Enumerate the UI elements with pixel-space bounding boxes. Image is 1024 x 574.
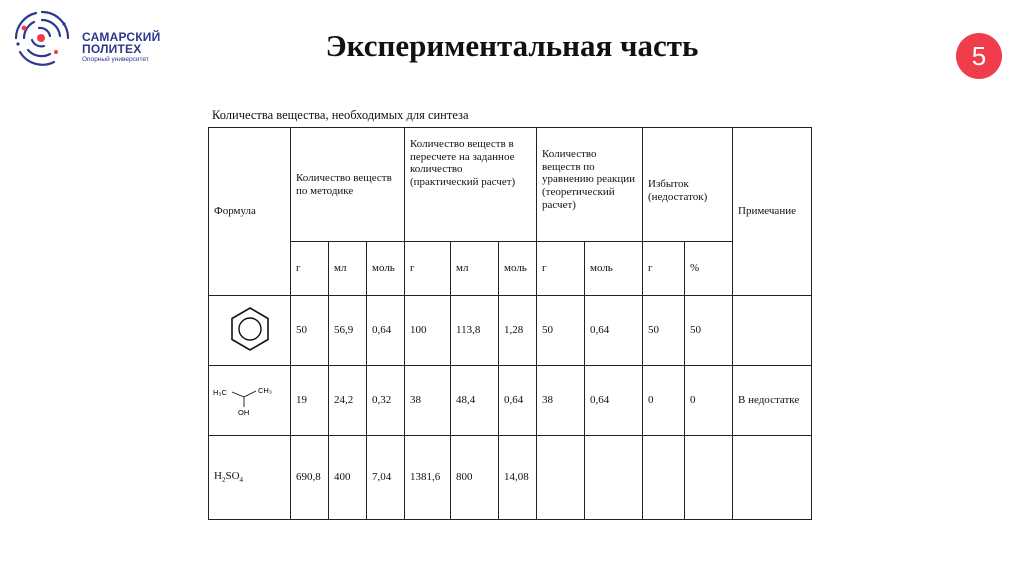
table-cell: 0,32 xyxy=(367,366,405,436)
formula-so-sub: 4 xyxy=(239,476,244,485)
unit-cell: г xyxy=(291,242,329,296)
table-cell xyxy=(643,436,685,520)
unit-cell: мл xyxy=(451,242,499,296)
table-cell: 14,08 xyxy=(499,436,537,520)
header-practical: Количество веществ в пересчете на заданное количество (практический расчет) xyxy=(405,128,537,242)
note-cell xyxy=(733,296,812,366)
table-cell: 0,64 xyxy=(367,296,405,366)
table-cell: 50 xyxy=(537,296,585,366)
table-cell: 50 xyxy=(643,296,685,366)
unit-cell: % xyxy=(685,242,733,296)
table-cell: 50 xyxy=(291,296,329,366)
table-cell: 7,04 xyxy=(367,436,405,520)
table-cell: 24,2 xyxy=(329,366,367,436)
table-cell: 0 xyxy=(685,366,733,436)
table-cell: 48,4 xyxy=(451,366,499,436)
table-cell: 38 xyxy=(405,366,451,436)
benzene-structure-icon xyxy=(228,305,272,353)
header-method: Количество веществ по методике xyxy=(291,128,405,242)
table-cell: 0,64 xyxy=(585,366,643,436)
formula-so: SO xyxy=(225,470,240,483)
isopropanol-oh: OH xyxy=(237,407,249,417)
formula-h: H xyxy=(214,470,222,483)
formula-h-sub: 2 xyxy=(221,476,226,485)
table-row xyxy=(209,296,812,366)
header-formula: Формула xyxy=(209,128,291,296)
table-cell: 1,28 xyxy=(499,296,537,366)
unit-cell: моль xyxy=(585,242,643,296)
units-row xyxy=(209,242,812,296)
logo-line-2: ПОЛИТЕХ xyxy=(82,42,142,56)
unit-cell: г xyxy=(643,242,685,296)
formula-cell-isopropanol xyxy=(209,366,291,436)
note-cell: В недостатке xyxy=(733,366,812,436)
unit-cell: г xyxy=(537,242,585,296)
logo-tagline: Опорный университет xyxy=(82,56,149,63)
table-row xyxy=(209,366,812,436)
logo-line-1: САМАРСКИЙ xyxy=(82,30,161,44)
header-note: Примечание xyxy=(733,128,812,296)
table-cell xyxy=(537,436,585,520)
table-row xyxy=(209,436,812,520)
table-cell: 19 xyxy=(291,366,329,436)
isopropanol-structure-icon xyxy=(210,381,290,421)
unit-cell: моль xyxy=(499,242,537,296)
table-cell: 38 xyxy=(537,366,585,436)
table-cell: 400 xyxy=(329,436,367,520)
table-cell: 0,64 xyxy=(499,366,537,436)
table-cell: 0 xyxy=(643,366,685,436)
table-caption: Количества вещества, необходимых для синтеза xyxy=(212,108,469,122)
isopropanol-ch3-left: H₃C xyxy=(212,387,227,397)
table-cell: 1381,6 xyxy=(405,436,451,520)
header-theoretical: Количество веществ по уравнению реакции (теоретический расчет) xyxy=(537,128,643,242)
page-title: Экспериментальная часть xyxy=(325,28,699,63)
formula-cell-h2so4 xyxy=(209,436,291,520)
note-cell xyxy=(733,436,812,520)
table-cell: 800 xyxy=(451,436,499,520)
table-cell: 113,8 xyxy=(451,296,499,366)
table-cell: 690,8 xyxy=(291,436,329,520)
table-cell: 100 xyxy=(405,296,451,366)
formula-cell-benzene xyxy=(209,296,291,366)
slide-number-badge: 5 xyxy=(956,33,1002,79)
unit-cell: мл xyxy=(329,242,367,296)
table-cell: 50 xyxy=(685,296,733,366)
table-cell xyxy=(585,436,643,520)
table-cell xyxy=(685,436,733,520)
synthesis-table xyxy=(208,127,812,520)
table-cell: 56,9 xyxy=(329,296,367,366)
header-row xyxy=(209,128,812,242)
table-cell: 0,64 xyxy=(585,296,643,366)
header-excess: Избыток (недостаток) xyxy=(643,128,733,242)
unit-cell: г xyxy=(405,242,451,296)
unit-cell: моль xyxy=(367,242,405,296)
isopropanol-ch3-right: CH₃ xyxy=(257,385,272,395)
